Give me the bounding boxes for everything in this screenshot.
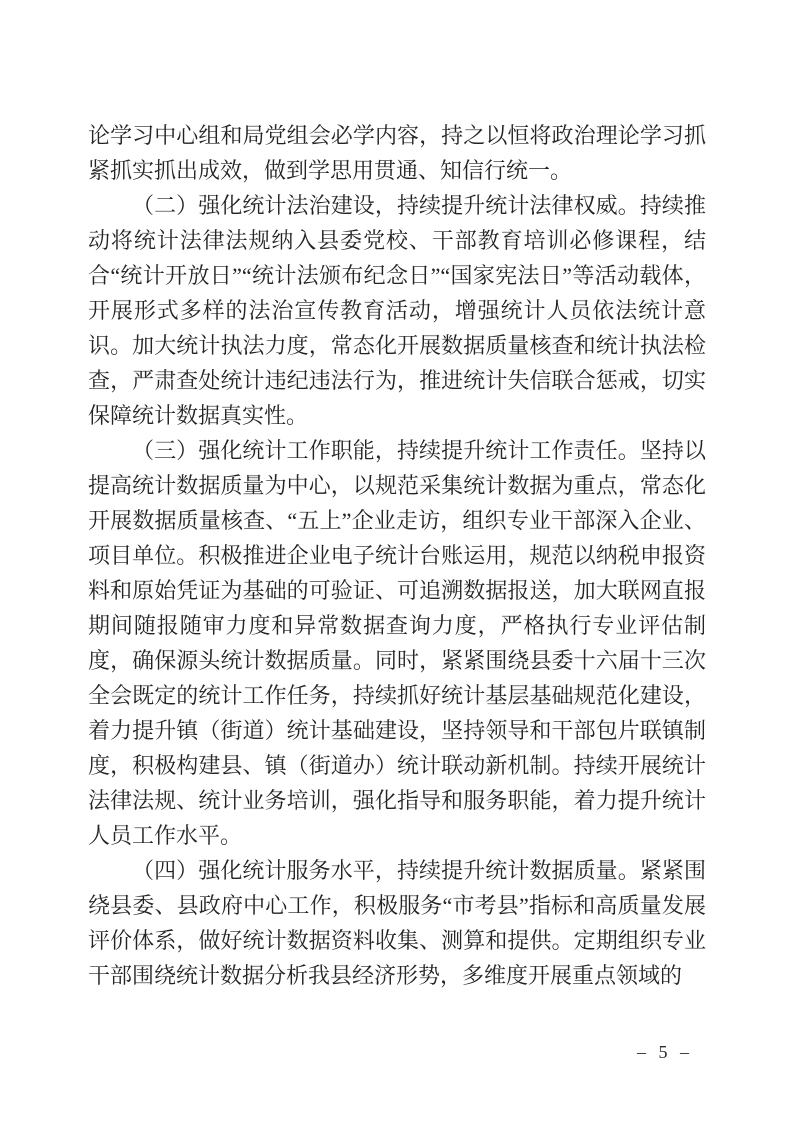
document-body	[88, 118, 706, 993]
page-number: – 5 –	[637, 1042, 693, 1062]
paragraph-section-4: （四）强化统计服务水平，持续提升统计数据质量。紧紧围绕县委、县政府中心工作，积极服务“市考县”指标和高质量发展评价体系，做好统计数据资料收集、测算和提供。定期组织专业干部围绕统计数据分析我县经济形势，多维度开展重点领域的	[88, 858, 706, 988]
paragraph-continuation: 论学习中心组和局党组会必学内容，持之以恒将政治理论学习抓紧抓实抓出成效，做到学思用贯通、知信行统一。	[88, 123, 706, 183]
paragraph-section-3: （三）强化统计工作职能，持续提升统计工作责任。坚持以提高统计数据质量为中心，以规范采集统计数据为重点，常态化开展数据质量核查、“五上”企业走访，组织专业干部深入企业、项目单位。积极推进企业电子统计台账运用，规范以纳税申报资料和原始凭证为基础的可验证、可追溯数据报送，加大联网直报期间随报随审力度和异常数据查询力度，严格执行专业评估制度，确保源头统计数据质量。同时，紧紧围绕县委十六届十三次全会既定的统计工作任务，持续抓好统计基层基础规范化建设，着力提升镇（街道）统计基础建设，坚持领导和干部包片联镇制度，积极构建县、镇（街道办）统计联动新机制。持续开展统计法律法规、统计业务培训，强化指导和服务职能，着力提升统计人员工作水平。	[88, 438, 706, 848]
paragraph-section-2: （二）强化统计法治建设，持续提升统计法律权威。持续推动将统计法律法规纳入县委党校、干部教育培训必修课程，结合“统计开放日”“统计法颁布纪念日”“国家宪法日”等活动载体，开展形式多样的法治宣传教育活动，增强统计人员依法统计意识。加大统计执法力度，常态化开展数据质量核查和统计执法检查，严肃查处统计违纪违法行为，推进统计失信联合惩戒，切实保障统计数据真实性。	[88, 193, 706, 428]
